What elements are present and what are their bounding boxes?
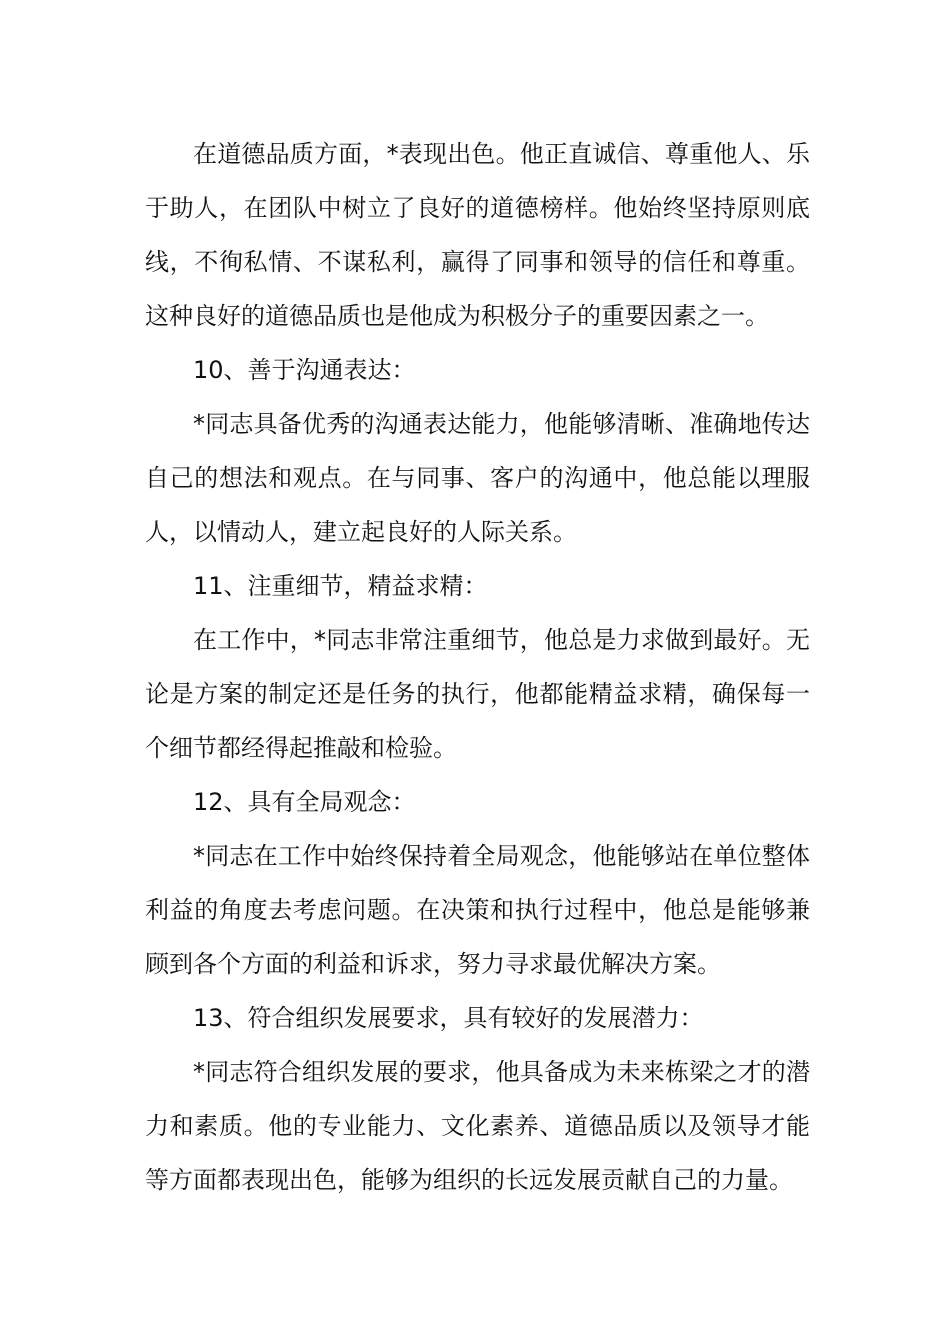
heading-12-overall-view: 12、具有全局观念： xyxy=(193,788,416,816)
heading-11-detail: 11、注重细节，精益求精： xyxy=(193,572,488,600)
document-body xyxy=(145,127,810,1207)
paragraph-detail: 在工作中，*同志非常注重细节，他总是力求做到最好。无论是方案的制定还是任务的执行，他都能精益求精，确保每一个细节都经得起推敲和检验。 xyxy=(145,626,810,762)
paragraph-communication: *同志具备优秀的沟通表达能力，他能够清晰、准确地传达自己的想法和观点。在与同事、客户的沟通中，他总能以理服人，以情动人，建立起良好的人际关系。 xyxy=(145,410,810,546)
paragraph-development: *同志符合组织发展的要求，他具备成为未来栋梁之才的潜力和素质。他的专业能力、文化素养、道德品质以及领导才能等方面都表现出色，能够为组织的长远发展贡献自己的力量。 xyxy=(145,1058,810,1194)
heading-10-communication: 10、善于沟通表达： xyxy=(193,356,416,384)
paragraph-moral-quality: 在道德品质方面，*表现出色。他正直诚信、尊重他人、乐于助人，在团队中树立了良好的道德榜样。他始终坚持原则底线，不徇私情、不谋私利，赢得了同事和领导的信任和尊重。这种良好的道德品质也是他成为积极分子的重要因素之一。 xyxy=(145,140,810,330)
heading-13-development: 13、符合组织发展要求，具有较好的发展潜力： xyxy=(193,1004,704,1032)
paragraph-overall-view: *同志在工作中始终保持着全局观念，他能够站在单位整体利益的角度去考虑问题。在决策和执行过程中，他总是能够兼顾到各个方面的利益和诉求，努力寻求最优解决方案。 xyxy=(145,842,810,978)
